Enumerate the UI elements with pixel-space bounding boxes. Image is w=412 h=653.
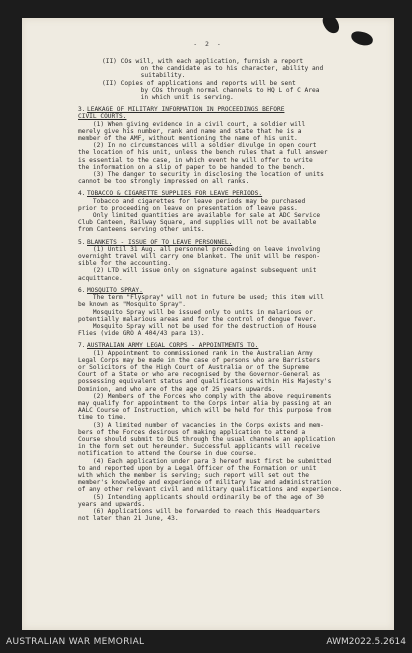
accession-number: AWM2022.5.2614 bbox=[326, 637, 406, 647]
section-number: 6. bbox=[78, 286, 86, 294]
section-heading: TOBACCO & CIGARETTE SUPPLIES FOR LEAVE PERIODS. bbox=[87, 190, 263, 198]
paragraph: (4) Each application under para 3 hereof must first be submitted to and reported upon by a Legal Officer of the Formation or unit with which the member is serving; such report will set out the member's knowledge and experience of military law and administration of any other relevant civil and military qualifications and experience. bbox=[78, 457, 343, 494]
section-heading: MOSQUITO SPRAY. bbox=[87, 286, 143, 294]
document-body bbox=[78, 58, 370, 522]
paragraph: (1) When giving evidence in a civil court, a soldier will merely give his number, rank and name and state that he is a member of the AMF, without mentioning the name of his unit. bbox=[78, 120, 306, 143]
paragraph: Tobacco and cigarettes for leave periods may be purchased prior to proceeding on leave on presentation of leave pass. bbox=[78, 197, 306, 212]
section-heading: BLANKETS - ISSUE OF TO LEAVE PERSONNEL. bbox=[87, 238, 233, 246]
section-number: 4. bbox=[78, 190, 86, 198]
intro-item: (II) COs will, with each application, furnish a report on the candidate as to his character, ability and suitability. bbox=[102, 58, 324, 80]
section-number: 3. bbox=[78, 106, 86, 114]
intro-item: (II) Copies of applications and reports will be sent by COs through normal channels to HQ L of C Area in which unit is serving. bbox=[102, 79, 320, 102]
paragraph: Mosquito Spray will not be used for the destruction of House Flies (vide GRO A 404/43 para 13). bbox=[78, 322, 317, 338]
paragraph: Only limited quantities are available for sale at ADC Service Club Canteen, Railway Square, and supplies will not be available from Canteens serving other units. bbox=[78, 212, 321, 234]
paragraph: (6) Applications will be forwarded to reach this Headquarters not later than 21 June, 43. bbox=[78, 507, 321, 523]
section-number: 5. bbox=[78, 238, 86, 246]
section-heading: LEAKAGE OF MILITARY INFORMATION IN PROCEEDINGS BEFORE CIVIL COURTS. bbox=[78, 106, 285, 121]
section-3 bbox=[78, 106, 370, 185]
ink-blot bbox=[320, 18, 341, 36]
section-5 bbox=[78, 239, 370, 282]
section-7 bbox=[78, 342, 370, 522]
paragraph: Mosquito Spray will be issued only to units in malarious or potentially malarious areas and for the control of dengue fever. bbox=[78, 308, 317, 323]
section-number: 7. bbox=[78, 342, 86, 350]
section-6 bbox=[78, 287, 370, 337]
caption-bar bbox=[0, 631, 412, 653]
paragraph: (3) A limited number of vacancies in the Corps exists and mem- bers of the Forces desirous of making application to attend a Course should submit to DLS through the usual channels an application in the form set out hereunder. Successful applicants will receive notification to attend the Course in due course. bbox=[78, 421, 336, 458]
page-number: - 2 - bbox=[193, 40, 223, 48]
paragraph: (1) Until 31 Aug. all personnel proceeding on leave involving overnight travel will carry one blanket. The unit will be respon- sible for the accounting. bbox=[78, 245, 321, 268]
paragraph: (2) Members of the Forces who comply with the above requirements may qualify for appointment to the Corps inter alia by passing at an AALC Course of Instruction, which will be held for this purpose from time to time. bbox=[78, 392, 332, 422]
archive-credit: AUSTRALIAN WAR MEMORIAL bbox=[6, 637, 145, 647]
paragraph: (2) LTD will issue only on signature against subsequent unit acquittance. bbox=[78, 267, 317, 282]
paragraph: The term "Flyspray" will not in future be used; this item will be known as "Mosquito Spray". bbox=[78, 294, 324, 309]
paragraph: (2) In no circumstances will a soldier divulge in open court the location of his unit, unless the bench rules that a full answer is essential to the case, in which event he will offer to write the information on a slip of paper to be handed to the bench. bbox=[78, 142, 328, 171]
paragraph: (5) Intending applicants should ordinarily be of the age of 30 years and upwards. bbox=[78, 493, 324, 508]
paragraph: (1) Appointment to commissioned rank in the Australian Army Legal Corps may be made in the case of persons who are Barristers or Solicitors of the High Court of Australia or of the Supreme Court of a State or who are recognised by the Governor-General as possessing equivalent status and qualifications within His Majesty's Dominion, and who are of the age of 25 years upwards. bbox=[78, 349, 332, 393]
document-page bbox=[22, 18, 394, 630]
paragraph: (3) The danger to security in disclosing the location of units cannot be too strongly impressed on all ranks. bbox=[78, 171, 324, 186]
section-heading: AUSTRALIAN ARMY LEGAL CORPS - APPOINTMENTS TO. bbox=[87, 342, 259, 350]
section-4 bbox=[78, 190, 370, 233]
